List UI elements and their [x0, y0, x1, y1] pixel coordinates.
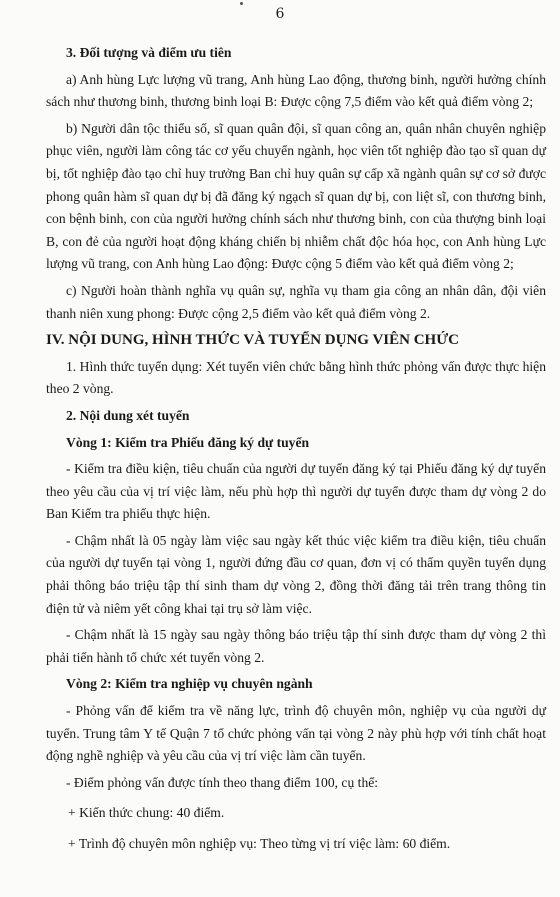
round-1-item-a: - Kiểm tra điều kiện, tiêu chuẩn của người dự tuyển đăng ký tại Phiếu đăng ký dự tuyển theo yêu cầu của vị trí việc làm, nếu phù hợp thì người dự tuyển được tham dự vòng 2 do Ban Kiểm tra phiếu thực hiện. [46, 461, 546, 522]
round-1-item-c: - Chậm nhất là 15 ngày sau ngày thông báo triệu tập thí sinh được tham dự vòng 2 thì phải tiến hành tổ chức xét tuyển vòng 2. [46, 627, 546, 665]
section-iv-heading: IV. NỘI DUNG, HÌNH THỨC VÀ TUYỂN DỤNG VIÊN CHỨC [46, 332, 459, 349]
page-number: 6 [275, 6, 285, 22]
score-general-knowledge: + Kiến thức chung: 40 điểm. [68, 805, 225, 821]
section-3-heading: 3. Đối tượng và điểm ưu tiên [66, 45, 232, 60]
round-2-item-b: - Điểm phỏng vấn được tính theo thang điểm 100, cụ thể: [66, 774, 379, 790]
paragraph-c: c) Người hoàn thành nghĩa vụ quân sự, nghĩa vụ tham gia công an nhân dân, đội viên thanh niên xung phong: Được cộng 2,5 điểm vào kết quả điểm vòng 2. [46, 282, 546, 321]
paragraph-1: 1. Hình thức tuyển dụng: Xét tuyển viên chức bằng hình thức phỏng vấn được thực hiện theo 2 vòng. [46, 358, 546, 397]
paragraph-b: b) Người dân tộc thiểu số, sĩ quan quân đội, sĩ quan công an, quân nhân chuyên nghiệp phục viên, người làm công tác cơ yếu chuyển ngành, học viên tốt nghiệp đào tạo sĩ quan dự bị, tốt nghiệp đào tạo chỉ huy trưởng Ban chỉ huy quân sự cấp xã ngành quân sự cơ sở được phong quân hàm sĩ quan dự bị đã đăng ký ngạch sĩ quan dự bị, con liệt sĩ, con thương binh, con bệnh binh, con của người hưởng chính sách như thương binh, con của thượng binh loại B, con đẻ của người hoạt động kháng chiến bị nhiễm chất độc hóa học, con Anh hùng Lực lượng vũ trang, con Anh hùng Lao động: Được cộng 5 điểm vào kết quả điểm vòng 2; [46, 120, 546, 272]
paragraph-a: a) Anh hùng Lực lượng vũ trang, Anh hùng Lao động, thương binh, người hưởng chính sách như thương binh, thương binh loại B: Được cộng 7,5 điểm vào kết quả điểm vòng 2; [46, 71, 546, 110]
scan-speck [240, 2, 243, 5]
round-2-item-a: - Phỏng vấn để kiểm tra về năng lực, trình độ chuyên môn, nghiệp vụ của người dự tuyển. Trung tâm Y tế Quận 7 tổ chức phỏng vấn tại vòng 2 này phù hợp với tính chất hoạt động nghề nghiệp và yêu cầu của vị trí việc làm cần tuyển. [46, 703, 546, 764]
subheading-2: 2. Nội dung xét tuyển [66, 407, 190, 423]
document-body [46, 42, 546, 860]
round-2-heading: Vòng 2: Kiểm tra nghiệp vụ chuyên ngành [66, 676, 313, 692]
round-1-item-b: - Chậm nhất là 05 ngày làm việc sau ngày kết thúc việc kiểm tra điều kiện, tiêu chuẩn của người dự tuyển tại vòng 1, người đứng đầu cơ quan, đơn vị có thẩm quyền tuyển dụng phải thông báo triệu tập thí sinh tham dự vòng 2, đồng thời đăng tải trên trang thông tin điện tử và niêm yết công khai tại trụ sở làm việc. [46, 532, 546, 616]
round-1-heading: Vòng 1: Kiểm tra Phiếu đăng ký dự tuyển [66, 434, 310, 450]
score-professional: + Trình độ chuyên môn nghiệp vụ: Theo từng vị trí việc làm: 60 điểm. [68, 836, 451, 851]
